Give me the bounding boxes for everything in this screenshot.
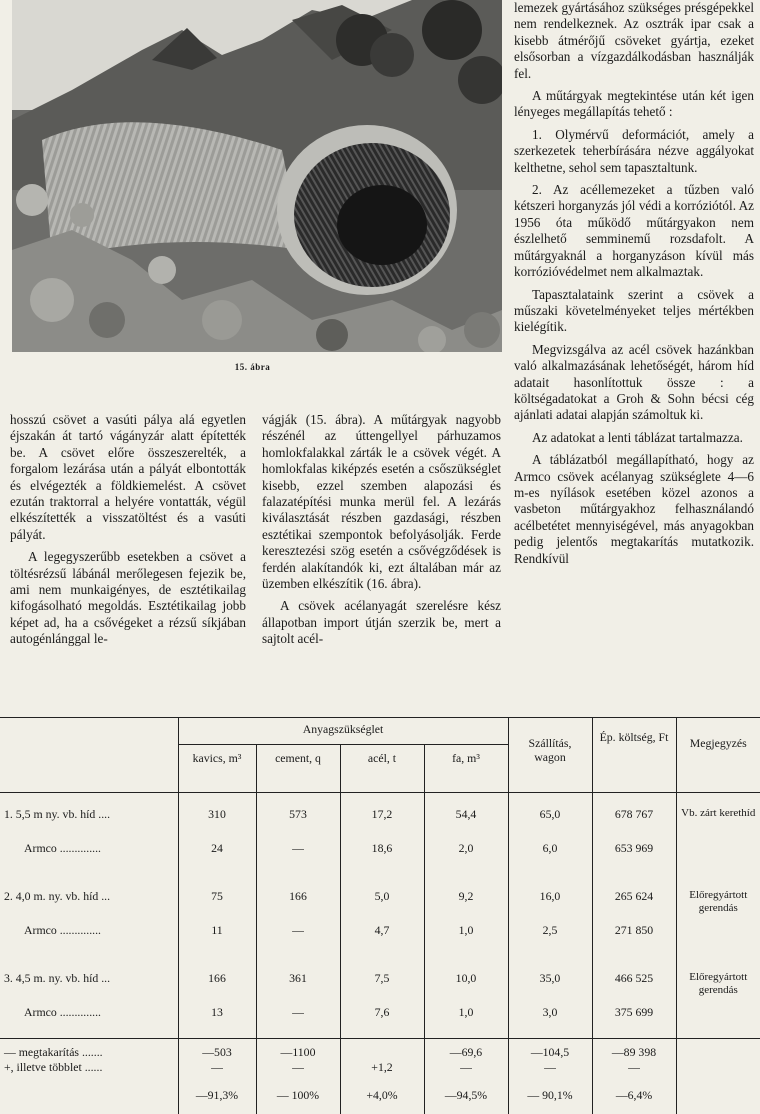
paragraph: vágják (15. ábra). A műtárgyak nagyobb részénél az úttengellyel párhuzamos homlokfalakkal zárták le a csövek végét. A homlokfalas kiképzés esetén a csőszükséglet kisebb, ezzel szemben alapozási és falazatépítési munka merül fel. A lezárás kiválasztását részben gazdasági, részben esztétikai szempontok befolyásolják. Ferde keresztezési szög esetén a csővégződések is ferdén alakítandók ki, ezt általában már az üzemben elkészítik (16. ábra). [262,412,501,592]
paragraph: Az adatokat a lenti táblázat tartalmazza. [532,429,743,445]
header-fa: fa, m³ [424,745,508,793]
cell-note: Vb. zárt kerethíd [676,793,760,875]
cell-kavics: 75 [178,875,256,919]
header-ep-koltseg: Ép. költség, Ft [592,718,676,793]
summary-szall: — 90,1% [508,1078,592,1114]
cell-ep: 375 699 [592,1001,676,1039]
summary-cement: —1100 [256,1039,340,1061]
summary-acel [340,1039,424,1061]
cell-ep: 653 969 [592,837,676,875]
summary-acel: +1,2 [340,1060,424,1078]
summary-acel: +4,0% [340,1078,424,1114]
cell-acel: 18,6 [340,837,424,875]
cell-cement: — [256,837,340,875]
cell-szall: 3,0 [508,1001,592,1039]
cell-acel: 17,2 [340,793,424,837]
row-label: Armco .............. [24,1004,101,1019]
text-column-2 [262,412,501,648]
row-label: 2. 4,0 m. ny. vb. híd ... [4,888,111,903]
summary-fa: —69,6 [424,1039,508,1061]
cell-acel: 4,7 [340,919,424,957]
culvert-photo-drawing [12,0,502,352]
cell-acel: 7,5 [340,957,424,1001]
header-szallitas: Szállítás, wagon [508,718,592,793]
summary-note-blank [676,1039,760,1061]
cell-ep: 678 767 [592,793,676,837]
header-blank [0,718,178,793]
cell-fa: 1,0 [424,1001,508,1039]
row-label: Armco .............. [24,922,101,937]
cell-kavics: 166 [178,957,256,1001]
table-row [0,1001,760,1039]
cell-kavics: 310 [178,793,256,837]
header-kavics: kavics, m³ [178,745,256,793]
summary-row [0,1078,760,1114]
cell-cement: 166 [256,875,340,919]
summary-ep: — [592,1060,676,1078]
table-row [0,919,760,957]
comparison-table [0,717,760,1102]
paragraph: A táblázatból megállapítható, hogy az Armco csövek acélanyag szükséglete 4—6 m-es nyílások esetében közel azonos a vasbeton műtárgyakhoz felhasználandó acélbetétet mennyiségével, más anyagokban pedig jelentős megtakarítás mutatkozik. Rendkívül [514,452,754,566]
paragraph: A műtárgyak megtekintése után két igen lényeges megállapítás tehető : [514,88,754,120]
summary-label [0,1078,178,1114]
summary-cement: — [256,1060,340,1078]
summary-note-blank [676,1060,760,1078]
paragraph: Tapasztalataink szerint a csövek a műszaki követelményeket teljes mértékben kielégítik. [514,286,754,335]
cell-szall: 35,0 [508,957,592,1001]
cell-kavics: 11 [178,919,256,957]
cell-szall: 6,0 [508,837,592,875]
cell-cement: — [256,1001,340,1039]
cell-cement: 573 [256,793,340,837]
summary-kavics: —503 [178,1039,256,1061]
text-column-1 [10,412,246,648]
header-cement: cement, q [256,745,340,793]
summary-ep: —89 398 [592,1039,676,1061]
cell-kavics: 13 [178,1001,256,1039]
table-row [0,957,760,1001]
row-label: 3. 4,5 m. ny. vb. híd ... [4,970,111,985]
cell-szall: 2,5 [508,919,592,957]
summary-fa: — [424,1060,508,1078]
summary-label: — megtakarítás ....... [4,1045,103,1059]
summary-label: +, illetve többlet ...... [4,1060,103,1074]
cell-fa: 9,2 [424,875,508,919]
figure-caption: 15. ábra [234,362,271,372]
cell-note: Előregyártott gerendás [676,875,760,957]
summary-kavics: —91,3% [178,1078,256,1114]
summary-cement: — 100% [256,1078,340,1114]
header-anyagszukseglet: Anyagszükséglet [178,718,508,745]
summary-szall: —104,5 [508,1039,592,1061]
cell-cement: — [256,919,340,957]
summary-kavics: — [178,1060,256,1078]
cell-fa: 54,4 [424,793,508,837]
cell-acel: 7,6 [340,1001,424,1039]
photo-culvert [12,0,502,352]
summary-fa: —94,5% [424,1078,508,1114]
table-row [0,875,760,919]
summary-row [0,1060,760,1078]
paragraph: lemezek gyártásához szükséges présgépekkel nem rendelkeznek. Az osztrák ipar csak a kisebb átmérőjű csöveket gyártja, ezeket elsősorban a vízgazdálkodásban használják fel. [514,0,754,81]
summary-ep: —6,4% [592,1078,676,1114]
header-acel: acél, t [340,745,424,793]
header-megjegyzes: Megjegyzés [676,718,760,793]
row-label: Armco .............. [24,840,101,855]
paragraph: 2. Az acéllemezeket a tűzben való kétszeri horganyzás jól védi a korróziótól. Az 1956 óta működő műtárgyakon nem észlelhető semminemű rozsdafolt. A műtárgyaknál a horganyzáson kívül más korrózióvédelmet nem alkalmaztak. [514,182,754,280]
cell-kavics: 24 [178,837,256,875]
cell-fa: 1,0 [424,919,508,957]
cell-ep: 265 624 [592,875,676,919]
cell-fa: 10,0 [424,957,508,1001]
cell-fa: 2,0 [424,837,508,875]
cell-acel: 5,0 [340,875,424,919]
paragraph: A legegyszerűbb esetekben a csövet a töltésrézsű lábánál merőlegesen fejezik be, ami nem munkaigényes, de esztétikailag kifogásolható megoldás. Esztétikailag jobb képet ad, ha a csővégeket a rézsű síkjában autogénlánggal le- [10,549,246,647]
summary-note-blank [676,1078,760,1114]
text-column-3 [514,0,754,567]
cell-ep: 271 850 [592,919,676,957]
row-label: 1. 5,5 m ny. vb. híd .... [4,807,111,821]
paragraph: A csövek acélanyagát szerelésre kész állapotban import útján szerzik be, mert a sajtolt acél- [262,598,501,647]
table-row [0,837,760,875]
cell-ep: 466 525 [592,957,676,1001]
paragraph: hosszú csövet a vasúti pálya alá egyetlen éjszakán át tartó vágányzár alatt építették be. A csövet előre összeszerelték, a forgalom lezárása után a pályát elbontották és elvégezték a földkiemelést. A csövet ezután traktorral a helyére vontatták, végül elkészítették a visszatöltést és a vasúti pályát. [10,412,246,542]
paragraph: Megvizsgálva az acél csövek hazánkban való alkalmazásának lehetőségét, három híd adatait hasonlítottuk össze : a költségadatokat a Groh & Sohn bécsi cég ajánlati adatai alapján számoltuk ki. [514,341,754,423]
paragraph: 1. Olymérvű deformációt, amely a szerkezetek teherbírására nézve aggályokat kelthetne, sehol sem tapasztaltunk. [514,126,754,175]
cell-szall: 16,0 [508,875,592,919]
summary-row [0,1039,760,1061]
cell-cement: 361 [256,957,340,1001]
cell-note: Előregyártott gerendás [676,957,760,1039]
summary-szall: — [508,1060,592,1078]
table-row [0,793,760,837]
cell-szall: 65,0 [508,793,592,837]
